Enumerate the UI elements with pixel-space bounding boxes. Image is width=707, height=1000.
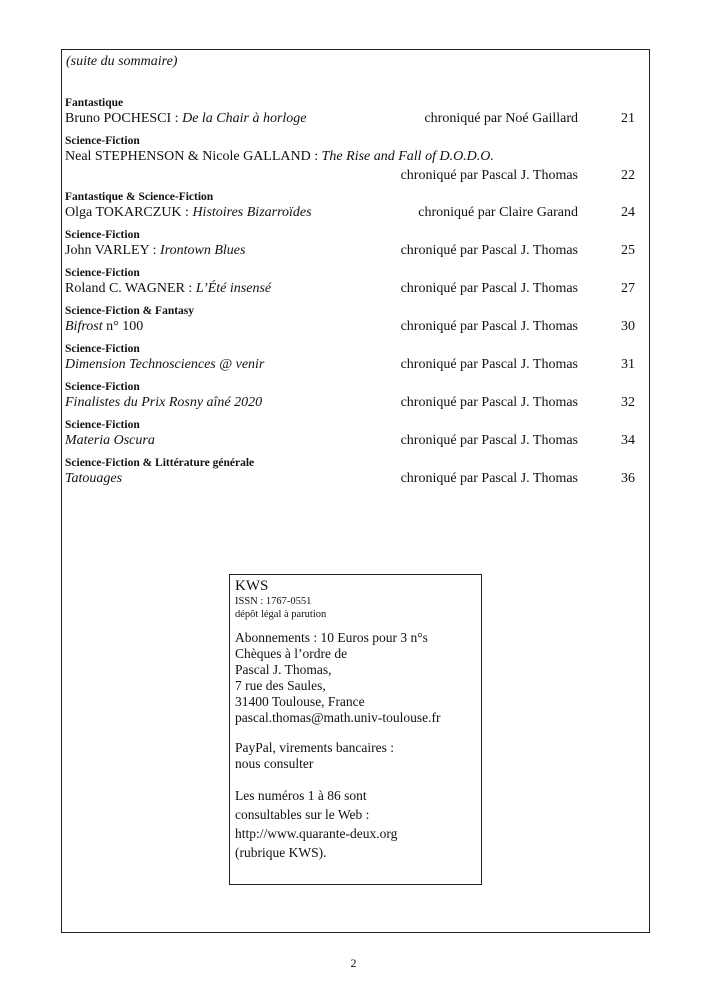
- entry-category: Science-Fiction: [65, 343, 140, 355]
- entry-reviewer: chroniqué par Pascal J. Thomas: [400, 357, 578, 372]
- entry-author: Neal STEPHENSON & Nicole GALLAND :: [65, 149, 322, 164]
- toc-entry: [65, 457, 635, 497]
- entry-title: Finalistes du Prix Rosny aîné 2020: [65, 395, 263, 410]
- toc-entry: [65, 191, 635, 231]
- toc-entry: [65, 381, 635, 421]
- entry-title: Irontown Blues: [160, 243, 246, 258]
- entry-work: [65, 149, 494, 165]
- entry-page-number: 22: [621, 168, 635, 183]
- entry-reviewer: chroniqué par Pascal J. Thomas: [400, 281, 578, 296]
- entry-work: [65, 319, 143, 335]
- entry-page-number: 27: [621, 281, 635, 296]
- entry-category: Science-Fiction: [65, 135, 140, 147]
- entry-author: Olga TOKARCZUK :: [65, 205, 193, 220]
- entry-page-number: 34: [621, 433, 635, 448]
- toc-entry: [65, 419, 635, 459]
- entry-reviewer: chroniqué par Claire Garand: [418, 205, 578, 220]
- web-url: http://www.quarante-deux.org: [235, 826, 398, 841]
- entry-work: [65, 395, 262, 411]
- entry-category: Science-Fiction: [65, 229, 140, 241]
- toc-entry: [65, 305, 635, 345]
- entry-author: John VARLEY :: [65, 243, 161, 258]
- entry-work: [65, 433, 155, 449]
- web-line: (rubrique KWS).: [235, 845, 327, 860]
- entry-page-number: 24: [621, 205, 635, 220]
- entry-title: Tatouages: [65, 471, 123, 486]
- entry-category: Science-Fiction: [65, 267, 140, 279]
- email: pascal.thomas@math.univ-toulouse.fr: [235, 710, 441, 725]
- entry-page-number: 31: [621, 357, 635, 372]
- issn: ISSN : 1767-0551: [235, 596, 312, 607]
- entry-category: Science-Fiction & Fantasy: [65, 305, 195, 317]
- entry-category: Fantastique & Science-Fiction: [65, 191, 214, 203]
- entry-reviewer: chroniqué par Pascal J. Thomas: [400, 433, 578, 448]
- entry-title: Materia Oscura: [65, 433, 155, 448]
- box-title: KWS: [235, 578, 269, 594]
- entry-author: Bruno POCHESCI :: [65, 111, 183, 126]
- entry-title: Bifrost: [65, 319, 103, 334]
- entry-category: Science-Fiction & Littérature générale: [65, 457, 255, 469]
- entry-reviewer: chroniqué par Pascal J. Thomas: [400, 243, 578, 258]
- entry-title: Dimension Technosciences @ venir: [65, 357, 265, 372]
- address-line: Chèques à l’ordre de: [235, 646, 348, 661]
- entry-title-suffix: n° 100: [102, 319, 144, 334]
- paypal-line: nous consulter: [235, 756, 314, 771]
- address-line: Pascal J. Thomas,: [235, 662, 332, 677]
- depot-legal: dépôt légal à parution: [235, 609, 327, 620]
- entry-page-number: 36: [621, 471, 635, 486]
- entry-category: Fantastique: [65, 97, 124, 109]
- page-number: 2: [350, 956, 357, 970]
- entry-title: Histoires Bizarroïdes: [192, 205, 312, 220]
- entry-author: Roland C. WAGNER :: [65, 281, 196, 296]
- entry-title: The Rise and Fall of D.O.D.O.: [321, 149, 494, 164]
- entry-reviewer: chroniqué par Pascal J. Thomas: [400, 395, 578, 410]
- entry-reviewer: chroniqué par Pascal J. Thomas: [400, 319, 578, 334]
- entry-title: L’Été insensé: [195, 281, 272, 296]
- toc-entry: [65, 97, 635, 137]
- address-line: 7 rue des Saules,: [235, 678, 326, 693]
- toc-entry: [65, 267, 635, 307]
- entry-title: De la Chair à horloge: [182, 111, 307, 126]
- toc-entry: [65, 343, 635, 383]
- toc-entry: [65, 229, 635, 269]
- entry-page-number: 32: [621, 395, 635, 410]
- entry-reviewer: chroniqué par Noé Gaillard: [424, 111, 578, 126]
- entry-page-number: 25: [621, 243, 635, 258]
- info-box: [229, 574, 482, 885]
- entry-page-number: 30: [621, 319, 635, 334]
- entry-work: [65, 281, 271, 297]
- web-line: consultables sur le Web :: [235, 807, 370, 822]
- entry-work: [65, 471, 122, 487]
- entry-work: [65, 357, 264, 373]
- entry-reviewer: chroniqué par Pascal J. Thomas: [400, 168, 578, 183]
- toc-entry: [65, 135, 635, 191]
- paypal-line: PayPal, virements bancaires :: [235, 740, 394, 755]
- abonnements: Abonnements : 10 Euros pour 3 n°s: [235, 630, 428, 645]
- entry-work: [65, 243, 245, 259]
- suite-label: (suite du sommaire): [66, 54, 178, 69]
- entry-category: Science-Fiction: [65, 419, 140, 431]
- entry-work: [65, 205, 312, 221]
- entry-reviewer: chroniqué par Pascal J. Thomas: [400, 471, 578, 486]
- entry-work: [65, 111, 307, 127]
- address-line: 31400 Toulouse, France: [235, 694, 365, 709]
- web-line: Les numéros 1 à 86 sont: [235, 788, 367, 803]
- entry-category: Science-Fiction: [65, 381, 140, 393]
- entry-page-number: 21: [621, 111, 635, 126]
